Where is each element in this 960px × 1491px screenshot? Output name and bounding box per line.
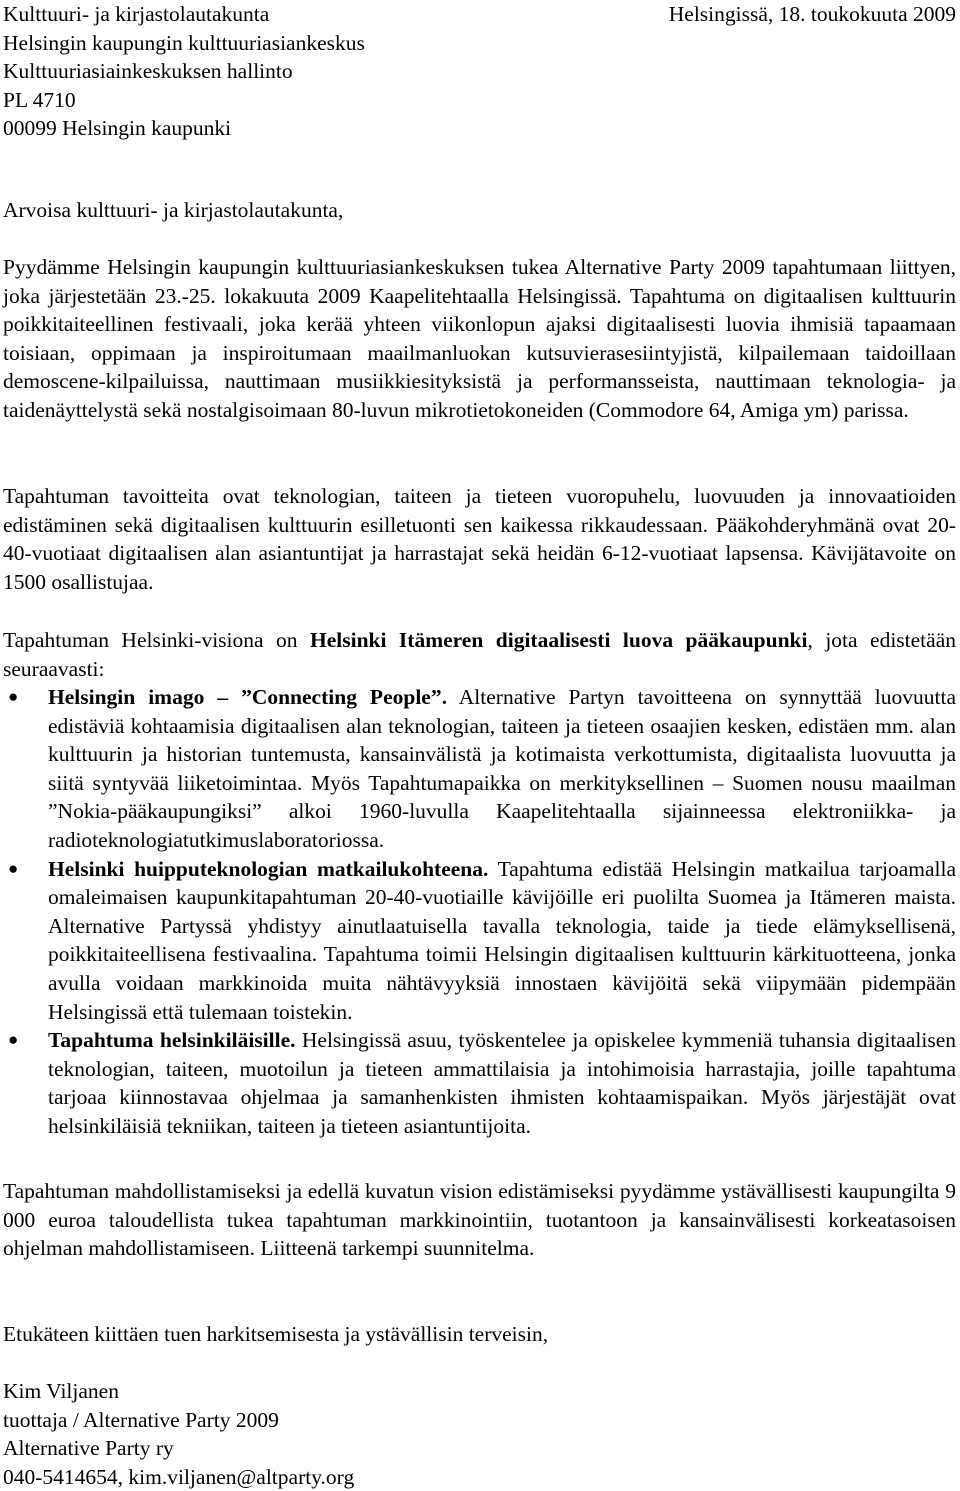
letter-header (3, 0, 956, 144)
signer-organization: Alternative Party ry (3, 1436, 174, 1461)
sender-line: Kulttuuriasiainkeskuksen hallinto (3, 59, 293, 84)
bullet-heading: Helsingin imago – ”Connecting People”. (48, 685, 447, 709)
bullet-heading: Tapahtuma helsinkiläisille. (48, 1028, 296, 1053)
body-paragraph-4: Tapahtuman mahdollistamiseksi ja edellä kuvatun vision edistämiseksi pyydämme ystävällisesti kaupungilta 9 000 euroa taloudellista tukea tapahtuman markkinointiin, tuotantoon ja kansainvälisesti korkeatasoisen ohjelman mahdollistamiseen. Liitteenä tarkempi suunnitelma. (3, 1179, 956, 1261)
bullet-text: Alternative Partyn tavoitteena on synnyttää luovuutta edistäviä kohtaamisia digitaalisen alan teknologian, taiteen ja tieteen osaajien kesken, edistäen mm. alan kulttuurin ja historian tuntemusta, kansainvälistä ja kotimaista verkottumista, digitaalista luovuutta ja siitä syntyvää liiketoimintaa. Myös Tapahtumapaikka on merkityksellinen – Suomen nousu maailman ”Nokia-pääkaupungiksi” alkoi 1960-luvulla Kaapelitehtaalla sijainneessa elektroniikka- ja radioteknologiatutkimuslaboratoriossa. (48, 685, 956, 852)
vision-bullet-list (3, 683, 956, 1141)
body-paragraph-3 (3, 626, 956, 683)
sender-line: PL 4710 (3, 87, 76, 112)
vision-intro: Tapahtuman Helsinki-visiona on (3, 628, 310, 652)
body-paragraph-2: Tapahtuman tavoitteita ovat teknologian, taiteen ja tieteen vuoropuhelu, luovuuden ja innovaatioiden edistäminen sekä digitaalisen kulttuurin esilletuonti sen kaikessa rikkaudessaan. Pääkohderyhmänä ovat 20-40-vuotiaat digitaalisen alan asiantuntijat ja harrastajat sekä heidän 6-12-vuotiaat lapsensa. Kävijätavoite on 1500 osallistujaa. (3, 484, 956, 594)
bullet-text: Tapahtuma edistää Helsingin matkailua tarjoamalla omaleimaisen kaupunkitapahtuman 20-40-vuotiaille kävijöille eri puolilta Suomea ja Itämeren maista. Alternative Partyssä yhdistyy ainutlaatuisella tavalla teknologia, taide ja tiede elämyksellisenä, poikkitaiteellisena festivaalina. Tapahtuma toimii Helsingin digitaalisen kulttuurin kärkituotteena, jonka avulla voidaan markkinoida muita nähtävyyksiä innostaen kävijöitä sekä viipymään pidempään Helsingissä että tulemaan toistekin. (48, 856, 957, 1024)
salutation: Arvoisa kulttuuri- ja kirjastolautakunta, (3, 198, 344, 222)
body-paragraph-1: Pyydämme Helsingin kaupungin kulttuuriasiankeskuksen tukea Alternative Party 2009 tapahtumaan liittyen, joka järjestetään 23.-25. lokakuuta 2009 Kaapelitehtaalla Helsingissä. Tapahtuma on digitaalisen kulttuurin poikkitaiteellinen festivaali, joka kerää yhteen viikonlopun ajaksi digitaalisesti luovia ihmisiä tapaamaan toisiaan, oppimaan ja inspiroitumaan maailmanluokan kutsuvierasesiintyjistä, kilpailemaan taidoillaan demoscene-kilpailuissa, nauttimaan musiikkiesityksistä ja performansseista, nauttimaan teknologia- ja taidenäyttelystä sekä nostalgisoimaan 80-luvun mikrotietokoneiden (Commodore 64, Amiga ym) parissa. (3, 255, 956, 422)
bullet-icon: ● (8, 858, 19, 878)
signer-name: Kim Viljanen (3, 1379, 119, 1403)
closing-line: Etukäteen kiittäen tuen harkitsemisesta ja ystävällisin terveisin, (3, 1322, 549, 1346)
signature-block (3, 1377, 354, 1491)
list-item (3, 1026, 956, 1140)
signer-contact: 040-5414654, kim.viljanen@altparty.org (3, 1464, 355, 1489)
letter-page (3, 0, 957, 1489)
list-item (3, 683, 956, 855)
bullet-heading: Helsinki huipputeknologian matkailukohteena. (48, 856, 489, 881)
letter-date: Helsingissä, 18. toukokuuta 2009 (668, 2, 956, 26)
vision-outro: , jota edistetään seuraavasti: (3, 628, 956, 681)
bullet-icon: ● (8, 1030, 19, 1050)
bullet-text: Helsingissä asuu, työskentelee ja opiskelee kymmeniä tuhansia digitaalisen teknologian, taiteen, muotoilun ja tieteen ammattilaisia ja intohimoisia harrastajia, joille tapahtuma tarjoaa kiinnostavaa ohjelmaa ja samanhenkisten ihmisten kohtaamispaikan. Myös järjestäjät ovat helsinkiläisiä tekniikan, taiteen ja tieteen asiantuntijoita. (48, 1028, 956, 1138)
bullet-icon: ● (8, 687, 19, 706)
vision-statement: Helsinki Itämeren digitaalisesti luova pääkaupunki (309, 628, 808, 652)
list-item (3, 855, 956, 1027)
signer-title: tuottaja / Alternative Party 2009 (3, 1407, 279, 1432)
sender-line: 00099 Helsingin kaupunki (3, 116, 232, 141)
sender-line: Kulttuuri- ja kirjastolautakunta (3, 2, 270, 26)
sender-line: Helsingin kaupungin kulttuuriasiankeskus (3, 30, 365, 55)
